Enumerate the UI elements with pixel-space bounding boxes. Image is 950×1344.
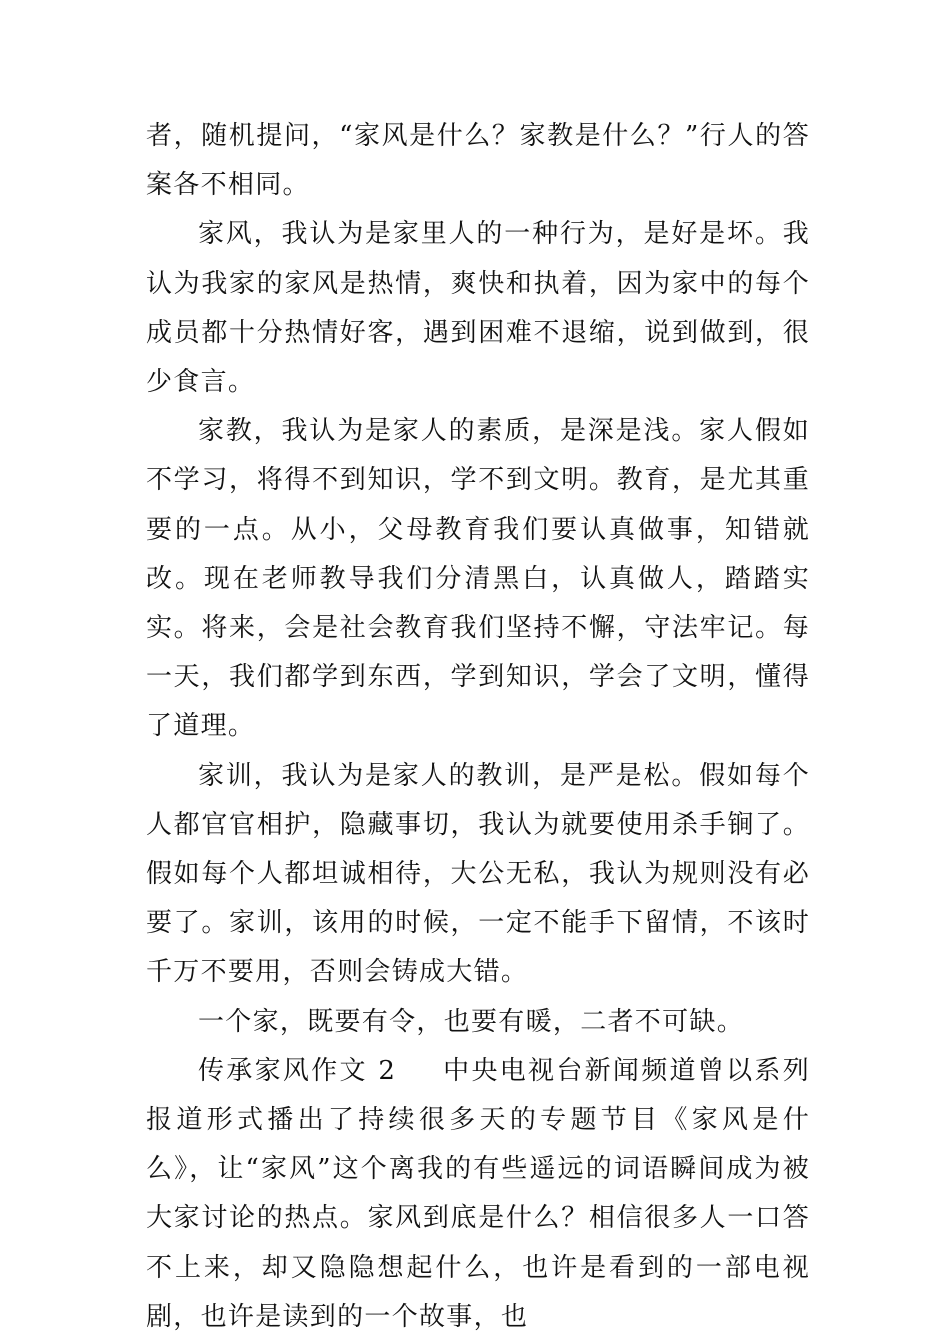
paragraph-6 bbox=[146, 1047, 810, 1342]
paragraph-1: 者，随机提问，“家风是什么？家教是什么？”行人的答案各不相同。 bbox=[146, 121, 810, 201]
paragraph-2: 家风，我认为是家里人的一种行为，是好是坏。我认为我家的家风是热情，爽快和执着，因为家中的每个成员都十分热情好客，遇到困难不退缩，说到做到，很少食言。 bbox=[146, 219, 810, 398]
paragraph-3: 家教，我认为是家人的素质，是深是浅。家人假如不学习，将得不到知识，学不到文明。教育，是尤其重要的一点。从小，父母教育我们要认真做事，知错就改。现在老师教导我们分清黑白，认真做人，踏踏实实。将来，会是社会教育我们坚持不懈，守法牢记。每一天，我们都学到东西，学到知识，学会了文明，懂得了道理。 bbox=[146, 416, 810, 742]
document-body bbox=[146, 112, 810, 1342]
paragraph-5: 一个家，既要有令，也要有暖，二者不可缺。 bbox=[198, 1006, 745, 1037]
essay-body: 中央电视台新闻频道曾以系列报道形式播出了持续很多天的专题节目《家风是什么》，让“家风”这个离我的有些遥远的词语瞬间成为被大家讨论的热点。家风到底是什么？相信很多人一口答不上来，却又隐隐想起什么，也许是看到的一部电视剧，也许是读到的一个故事，也 bbox=[146, 1055, 810, 1332]
essay-heading: 传承家风作文 2 bbox=[198, 1055, 397, 1086]
paragraph-4: 家训，我认为是家人的教训，是严是松。假如每个人都官官相护，隐藏事切，我认为就要使用杀手锏了。假如每个人都坦诚相待，大公无私，我认为规则没有必要了。家训，该用的时候，一定不能手下留情，不该时千万不要用，否则会铸成大错。 bbox=[146, 760, 810, 988]
